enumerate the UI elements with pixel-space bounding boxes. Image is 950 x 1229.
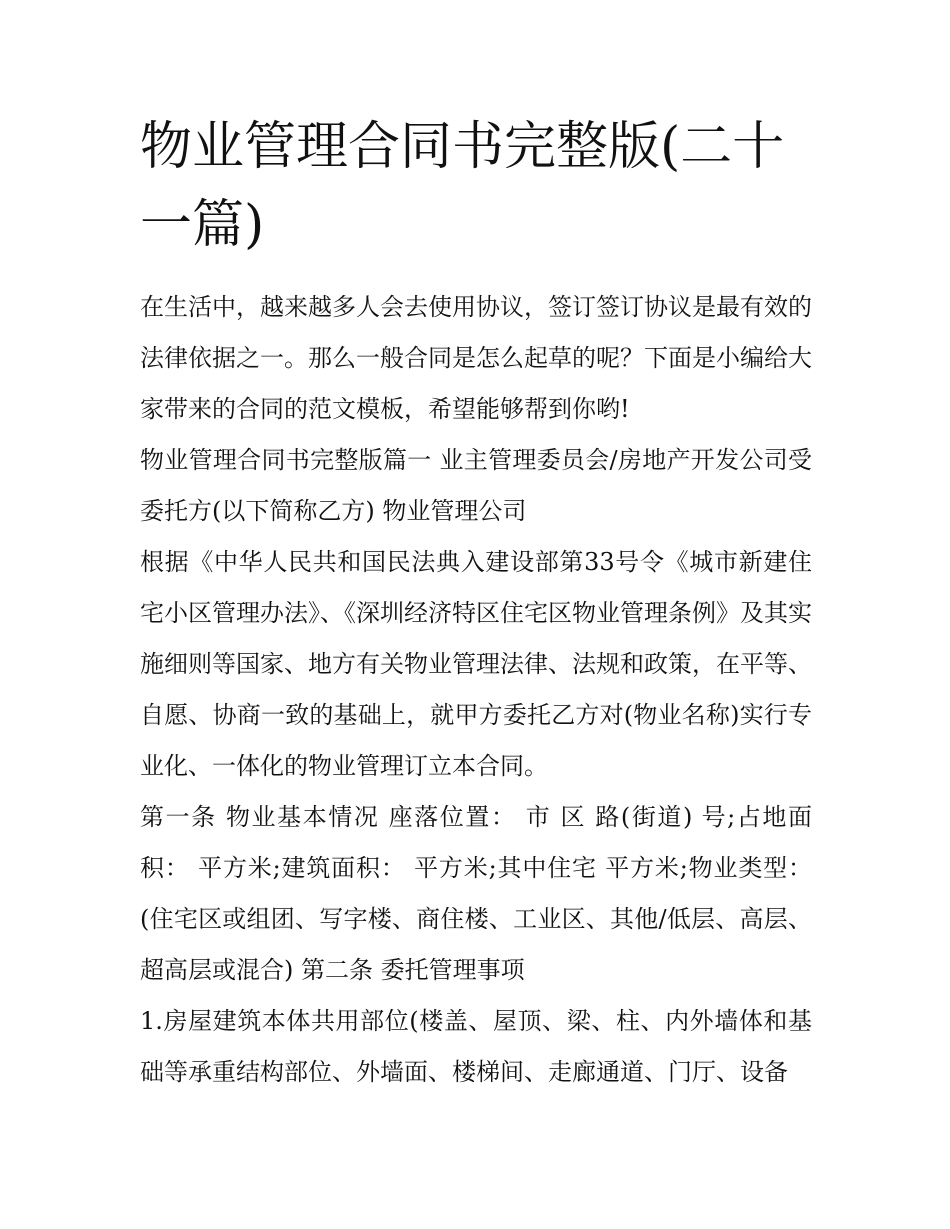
intro-paragraph: 在生活中，越来越多人会去使用协议，签订签订协议是最有效的法律依据之一。那么一般合同是怎么起草的呢？下面是小编给大家带来的合同的范文模板，希望能够帮到你哟! — [140, 293, 812, 423]
document-title: 物业管理合同书完整版(二十一篇) — [140, 117, 785, 255]
article-one-paragraph: 第一条 物业基本情况 座落位置： 市 区 路(街道) 号;占地面积： 平方米;建筑面积： 平方米;其中住宅 平方米;物业类型：(住宅区或组团、写字楼、商住楼、工业区、其他/低层、高层、超高层或混合) 第二条 委托管理事项 — [140, 803, 812, 984]
document-body — [140, 108, 812, 1098]
contract-parties-paragraph: 物业管理合同书完整版篇一 业主管理委员会/房地产开发公司受委托方(以下简称乙方) 物业管理公司 — [140, 446, 812, 525]
managed-items-paragraph: 1.房屋建筑本体共用部位(楼盖、屋顶、梁、柱、内外墙体和基础等承重结构部位、外墙面、楼梯间、走廊通道、门厅、设备 — [140, 1007, 812, 1086]
legal-basis-paragraph: 根据《中华人民共和国民法典入建设部第33号令《城市新建住宅小区管理办法》、《深圳经济特区住宅区物业管理条例》及其实施细则等国家、地方有关物业管理法律、法规和政策，在平等、自愿、协商一致的基础上，就甲方委托乙方对(物业名称)实行专业化、一体化的物业管理订立本合同。 — [140, 548, 812, 780]
